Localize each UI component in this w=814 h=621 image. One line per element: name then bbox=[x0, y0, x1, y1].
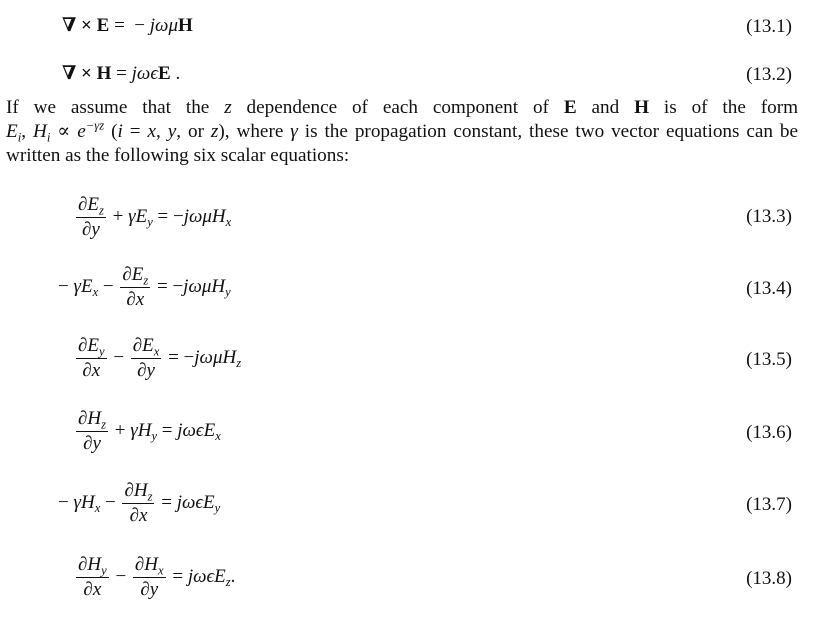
equation-number: (13.6) bbox=[746, 422, 792, 443]
equation-number: (13.3) bbox=[746, 206, 792, 227]
equation-number: (13.2) bbox=[746, 64, 792, 85]
equation-number: (13.4) bbox=[746, 278, 792, 299]
equation-expression: $\frac{\partial H_z}{\partial y}$ + $\gamma H_y = j\omega\epsilon E_x$ bbox=[78, 408, 221, 454]
equation-expression: $\frac{\partial E_y}{\partial x}$ − $\frac{\partial E_x}{\partial y}$ = −jωμH$_z$ bbox=[78, 335, 242, 381]
equation-expression: $\frac{\partial H_y}{\partial x}$ − $\frac{\partial H_x}{\partial y}$ = jωϵE$_z$. bbox=[78, 554, 236, 600]
equation-13-8 bbox=[0, 552, 814, 614]
paragraph-text: where bbox=[236, 121, 284, 142]
paragraph-text: and bbox=[591, 97, 620, 118]
equation-expression: $\frac{\partial E_z}{\partial y}$ + $\gamma E_y = -j\omega\mu H_x$ bbox=[78, 194, 232, 240]
equation-number: (13.7) bbox=[746, 494, 792, 515]
equation-expression: ∇ × H = jωϵE . bbox=[62, 63, 181, 84]
equation-13-5 bbox=[0, 333, 814, 393]
equation-13-7 bbox=[0, 478, 814, 538]
equation-13-6 bbox=[0, 406, 814, 466]
equation-13-2 bbox=[0, 60, 814, 90]
equation-13-1 bbox=[0, 12, 814, 42]
body-paragraph: If we assume that the z dependence of each component of E and H is of the form $E_i$, $H_i \propto e^{-\gamma z}$ (i = x, y, or z), where γ is the propagation constant, these two vector equations can be written as the following six scalar equations: bbox=[6, 97, 799, 166]
paragraph-text: is of the form bbox=[663, 97, 799, 118]
equation-13-4 bbox=[0, 262, 814, 322]
equation-expression: − $\gamma E_x$ − $\frac{\partial E_z}{\partial x}$ = −jωμH$_y$ bbox=[58, 264, 231, 310]
equation-number: (13.1) bbox=[746, 16, 792, 37]
equation-expression: − $\gamma H_x$ − $\frac{\partial H_z}{\partial x}$ = jωϵE$_y$ bbox=[58, 480, 221, 526]
paragraph-text: dependence of each component of bbox=[246, 97, 549, 118]
equation-expression: ∇ × E = − jωμH bbox=[62, 15, 193, 36]
paragraph-text: is the propagation constant, these two vector equations can be written as the following six scalar equations: bbox=[6, 121, 799, 166]
equation-number: (13.5) bbox=[746, 349, 792, 370]
equation-number: (13.8) bbox=[746, 568, 792, 589]
paragraph-text: If we assume that the bbox=[6, 97, 210, 118]
equation-13-3 bbox=[0, 192, 814, 252]
